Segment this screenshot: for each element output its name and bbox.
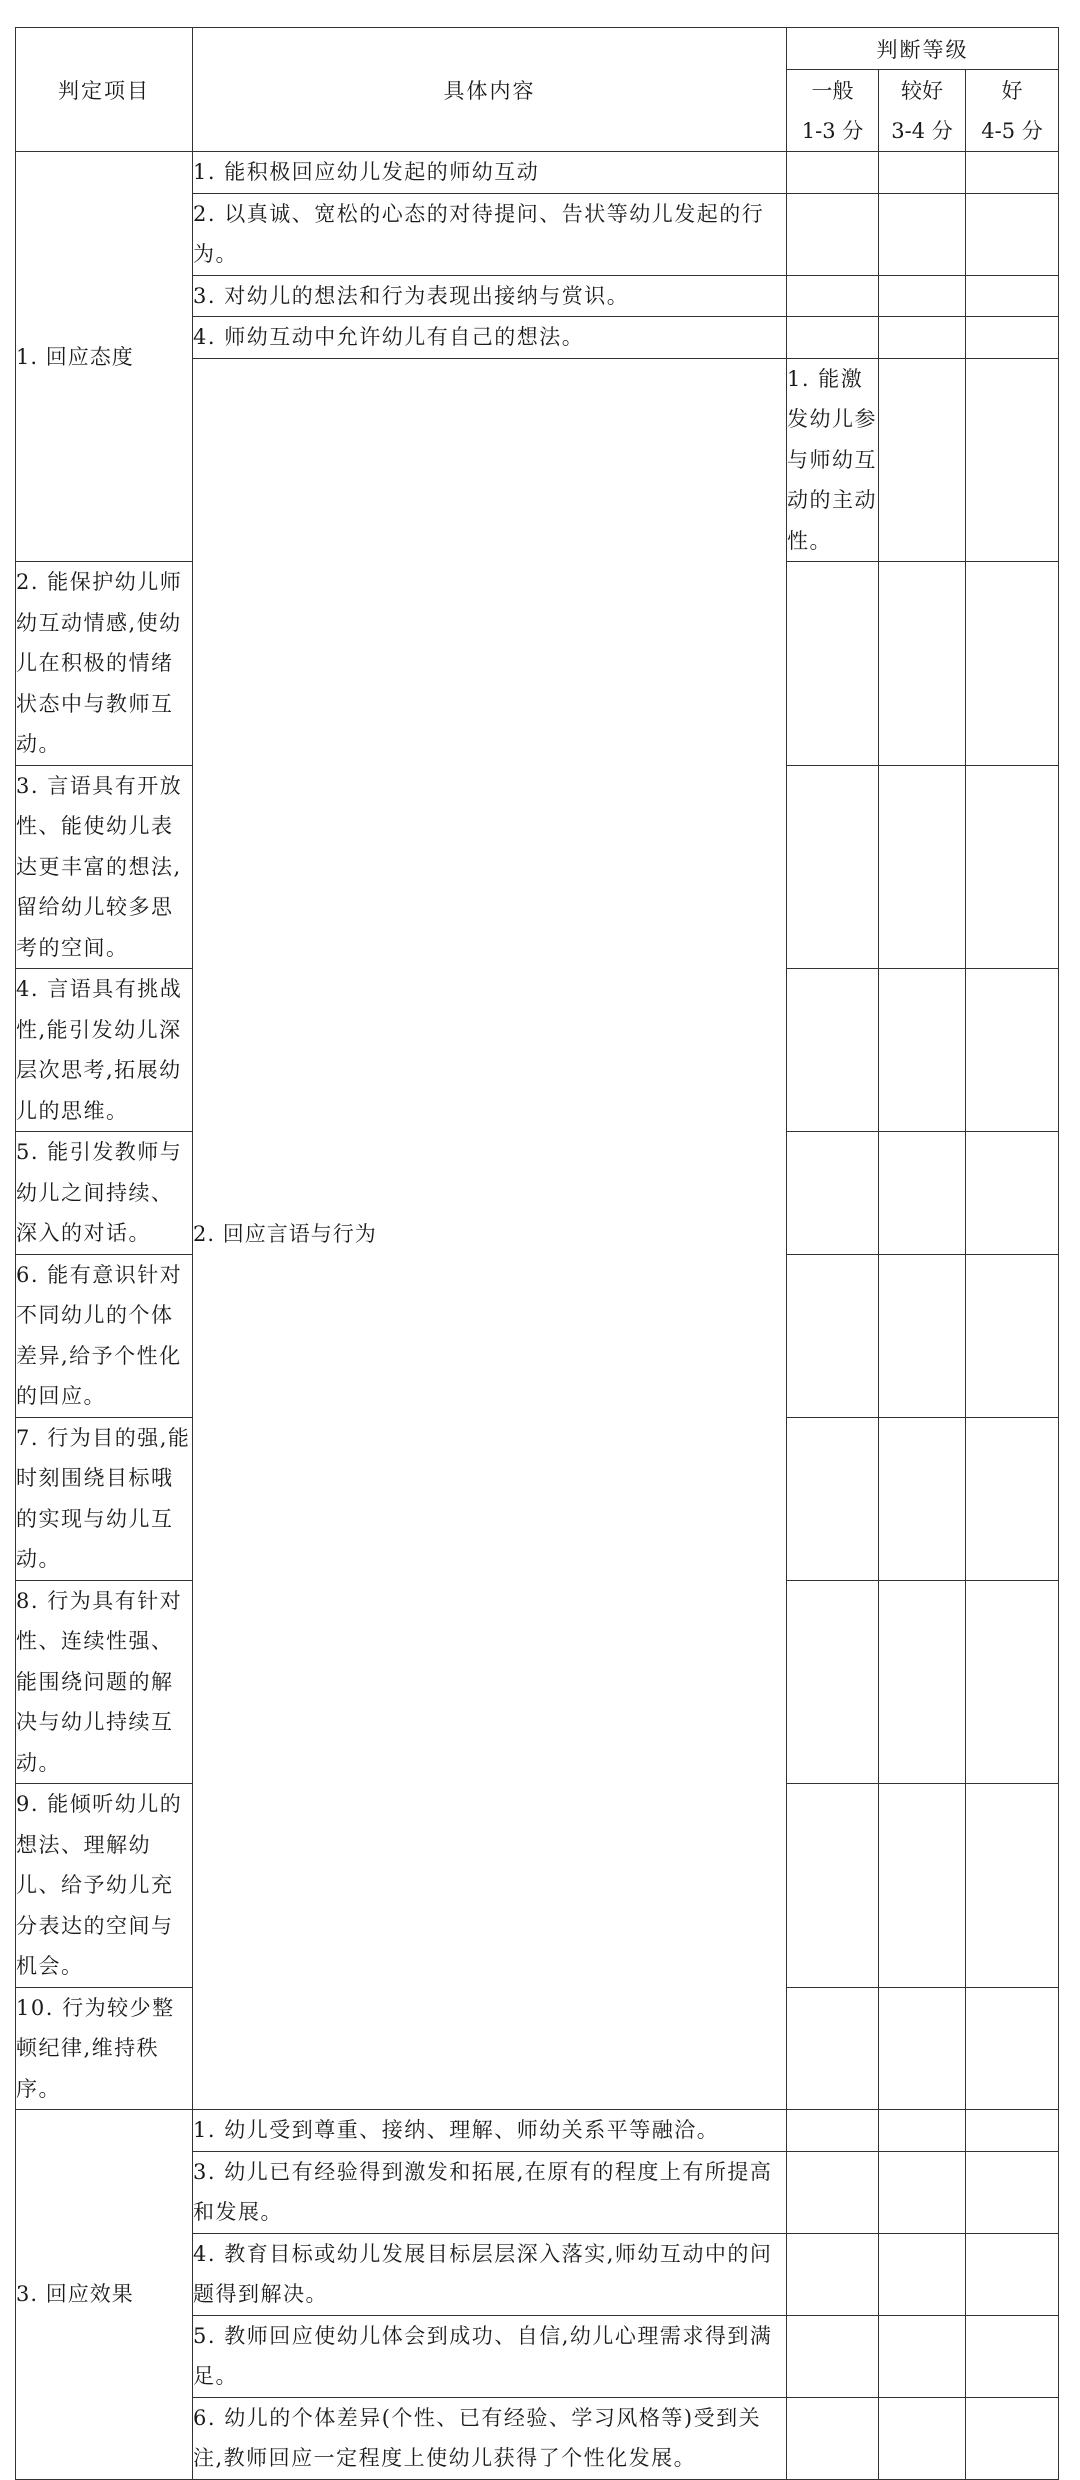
score-cell-general[interactable]	[787, 562, 879, 766]
criterion-text: 5. 能引发教师与幼儿之间持续、深入的对话。	[16, 1132, 193, 1255]
score-cell-good[interactable]	[879, 152, 966, 194]
category-response-speech-behavior: 2. 回应言语与行为	[193, 358, 787, 2110]
score-cell-general[interactable]	[787, 2151, 879, 2233]
score-cell-excellent[interactable]	[966, 317, 1059, 359]
score-cell-general[interactable]	[787, 1784, 879, 1988]
criterion-text: 4. 师幼互动中允许幼儿有自己的想法。	[193, 317, 787, 359]
score-cell-general[interactable]	[787, 2110, 879, 2152]
header-item: 判定项目	[16, 28, 193, 152]
criterion-text: 3. 言语具有开放性、能使幼儿表达更丰富的想法,留给幼儿较多思考的空间。	[16, 765, 193, 969]
header-content: 具体内容	[193, 28, 787, 152]
score-cell-general[interactable]	[787, 969, 879, 1132]
criterion-text: 6. 幼儿的个体差异(个性、已有经验、学习风格等)受到关注,教师回应一定程度上使幼儿获得了个性化发展。	[193, 2397, 787, 2479]
score-cell-good[interactable]	[879, 562, 966, 766]
score-cell-general[interactable]	[787, 2315, 879, 2397]
criterion-text: 10. 行为较少整顿纪律,维持秩序。	[16, 1987, 193, 2110]
score-cell-general[interactable]	[787, 193, 879, 275]
score-cell-excellent[interactable]	[966, 765, 1059, 969]
score-cell-excellent[interactable]	[966, 1580, 1059, 1784]
score-cell-excellent[interactable]	[966, 562, 1059, 766]
score-cell-good[interactable]	[879, 1784, 966, 1988]
score-cell-excellent[interactable]	[966, 969, 1059, 1132]
criterion-text: 1. 幼儿受到尊重、接纳、理解、师幼关系平等融洽。	[193, 2110, 787, 2152]
score-cell-excellent[interactable]	[966, 2315, 1059, 2397]
criterion-text: 6. 能有意识针对不同幼儿的个体差异,给予个性化的回应。	[16, 1254, 193, 1417]
category-response-effect: 3. 回应效果	[16, 2110, 193, 2480]
criterion-text: 1. 能激发幼儿参与师幼互动的主动性。	[787, 358, 879, 562]
score-cell-good[interactable]	[879, 1580, 966, 1784]
score-cell-general[interactable]	[787, 1987, 879, 2110]
score-cell-general[interactable]	[787, 152, 879, 194]
criterion-text: 2. 能保护幼儿师幼互动情感,使幼儿在积极的情绪状态中与教师互动。	[16, 562, 193, 766]
score-cell-excellent[interactable]	[966, 1784, 1059, 1988]
grade-general	[787, 70, 879, 152]
criterion-text: 4. 教育目标或幼儿发展目标层层深入落实,师幼互动中的问题得到解决。	[193, 2233, 787, 2315]
score-cell-good[interactable]	[966, 358, 1059, 562]
criterion-text: 4. 言语具有挑战性,能引发幼儿深层次思考,拓展幼儿的思维。	[16, 969, 193, 1132]
score-cell-excellent[interactable]	[966, 193, 1059, 275]
score-cell-general[interactable]	[787, 1132, 879, 1255]
score-cell-excellent[interactable]	[966, 2110, 1059, 2152]
score-cell-good[interactable]	[879, 1987, 966, 2110]
criterion-text: 1. 能积极回应幼儿发起的师幼互动	[193, 152, 787, 194]
grade-name: 好	[1001, 78, 1023, 103]
score-cell-good[interactable]	[879, 2315, 966, 2397]
criterion-text: 7. 行为目的强,能时刻围绕目标哦的实现与幼儿互动。	[16, 1417, 193, 1580]
grade-range: 1-3 分	[801, 118, 864, 143]
evaluation-table	[15, 27, 1059, 2480]
score-cell-good[interactable]	[879, 1254, 966, 1417]
score-cell-excellent[interactable]	[966, 1254, 1059, 1417]
score-cell-good[interactable]	[879, 2110, 966, 2152]
grade-name: 较好	[901, 78, 943, 103]
score-cell-general[interactable]	[787, 2397, 879, 2479]
score-cell-good[interactable]	[879, 969, 966, 1132]
score-cell-excellent[interactable]	[966, 2397, 1059, 2479]
grade-range: 4-5 分	[981, 118, 1043, 143]
score-cell-excellent[interactable]	[966, 1132, 1059, 1255]
score-cell-excellent[interactable]	[966, 2233, 1059, 2315]
score-cell-good[interactable]	[879, 765, 966, 969]
score-cell-excellent[interactable]	[966, 275, 1059, 317]
grade-name: 一般	[811, 78, 854, 103]
score-cell-excellent[interactable]	[966, 2151, 1059, 2233]
score-cell-general[interactable]	[787, 317, 879, 359]
table-row	[16, 2110, 1059, 2152]
score-cell-general[interactable]	[787, 275, 879, 317]
score-cell-general[interactable]	[787, 1417, 879, 1580]
score-cell-excellent[interactable]	[966, 1987, 1059, 2110]
score-cell-general[interactable]	[787, 2233, 879, 2315]
score-cell-good[interactable]	[879, 1417, 966, 1580]
table-body	[16, 152, 1059, 2480]
score-cell-excellent[interactable]	[966, 152, 1059, 194]
table-header	[16, 28, 1059, 152]
score-cell-excellent[interactable]	[966, 1417, 1059, 1580]
score-cell-general[interactable]	[787, 1254, 879, 1417]
category-response-attitude: 1. 回应态度	[16, 152, 193, 562]
score-cell-good[interactable]	[879, 2397, 966, 2479]
score-cell-general[interactable]	[879, 358, 966, 562]
criterion-text: 8. 行为具有针对性、连续性强、能围绕问题的解决与幼儿持续互动。	[16, 1580, 193, 1784]
criterion-text: 3. 对幼儿的想法和行为表现出接纳与赏识。	[193, 275, 787, 317]
score-cell-good[interactable]	[879, 275, 966, 317]
grade-range: 3-4 分	[891, 118, 953, 143]
score-cell-general[interactable]	[787, 1580, 879, 1784]
criterion-text: 2. 以真诚、宽松的心态的对待提问、告状等幼儿发起的行为。	[193, 193, 787, 275]
grade-good	[879, 70, 966, 152]
criterion-text: 3. 幼儿已有经验得到激发和拓展,在原有的程度上有所提高和发展。	[193, 2151, 787, 2233]
header-grade: 判断等级	[787, 28, 1059, 70]
criterion-text: 5. 教师回应使幼儿体会到成功、自信,幼儿心理需求得到满足。	[193, 2315, 787, 2397]
score-cell-good[interactable]	[879, 2151, 966, 2233]
table-row	[16, 152, 1059, 194]
score-cell-good[interactable]	[879, 2233, 966, 2315]
score-cell-good[interactable]	[879, 317, 966, 359]
score-cell-good[interactable]	[879, 1132, 966, 1255]
grade-excellent	[966, 70, 1059, 152]
score-cell-general[interactable]	[787, 765, 879, 969]
criterion-text: 9. 能倾听幼儿的想法、理解幼儿、给予幼儿充分表达的空间与机会。	[16, 1784, 193, 1988]
score-cell-good[interactable]	[879, 193, 966, 275]
